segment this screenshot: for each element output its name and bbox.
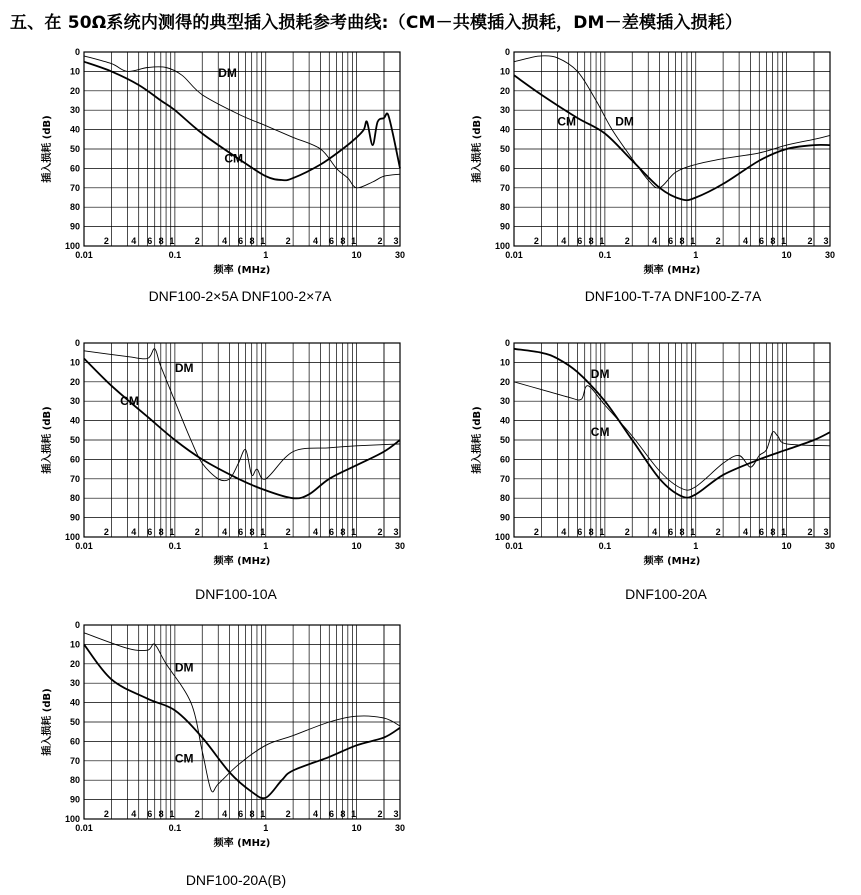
y-tick-label: 20	[69, 376, 80, 387]
x-minor-tick-label: 4	[652, 236, 658, 246]
x-minor-tick-label: 2	[807, 527, 813, 537]
x-major-tick-label: 30	[394, 250, 406, 260]
y-tick-label: 60	[499, 454, 510, 465]
y-tick-label: 20	[69, 658, 80, 669]
x-minor-tick-label: 1	[781, 236, 787, 246]
x-minor-tick-label: 6	[577, 527, 583, 537]
y-tick-label: 40	[499, 415, 510, 426]
x-minor-tick-label: 2	[103, 236, 109, 246]
x-major-tick-label: 0.1	[168, 541, 182, 551]
chart-dnf100-20a	[458, 333, 836, 568]
y-axis-title: 插入损耗 (dB)	[42, 406, 53, 474]
x-minor-tick-label: 3	[393, 809, 399, 819]
y-tick-label: 90	[69, 512, 80, 523]
x-minor-tick-label: 4	[131, 527, 137, 537]
x-minor-tick-label: 8	[770, 236, 776, 246]
y-tick-label: 60	[499, 163, 510, 174]
x-minor-tick-label: 1	[260, 236, 266, 246]
x-minor-tick-label: 3	[393, 236, 399, 246]
y-tick-label: 20	[499, 85, 510, 96]
x-minor-tick-label: 1	[260, 527, 266, 537]
chart-caption: DNF100-2×5A DNF100-2×7A	[148, 288, 332, 304]
x-major-tick-label: 30	[394, 541, 406, 551]
y-tick-label: 50	[69, 717, 80, 727]
series-label-cm: CM	[120, 394, 139, 409]
x-axis-title: 频率 (MHz)	[213, 556, 271, 567]
x-major-tick-label: 30	[824, 250, 836, 260]
chart-svg	[28, 615, 406, 850]
y-tick-label: 20	[69, 85, 80, 96]
x-minor-tick-label: 4	[561, 236, 567, 246]
x-minor-tick-label: 8	[249, 527, 255, 537]
x-minor-tick-label: 2	[194, 236, 200, 246]
y-tick-label: 50	[69, 144, 80, 154]
y-axis-title: 插入损耗 (dB)	[472, 406, 483, 474]
x-minor-tick-label: 4	[742, 527, 748, 537]
chart-dnf100-t-7a	[458, 42, 836, 277]
y-tick-label: 20	[499, 376, 510, 387]
x-minor-tick-label: 1	[169, 527, 175, 537]
x-minor-tick-label: 4	[561, 527, 567, 537]
chart-caption: DNF100-20A(B)	[185, 872, 287, 888]
y-tick-label: 0	[74, 338, 80, 348]
x-major-tick-label: 0.01	[75, 541, 93, 551]
x-minor-tick-label: 8	[340, 527, 346, 537]
x-major-tick-label: 1	[693, 250, 699, 260]
page-title: 五、在 50Ω系统内测得的典型插入损耗参考曲线:（CM－共模插入损耗，DM－差模插入损耗）	[10, 13, 743, 33]
y-tick-label: 10	[69, 639, 80, 650]
y-tick-label: 10	[499, 357, 510, 368]
x-major-tick-label: 0.01	[75, 250, 93, 260]
x-minor-tick-label: 6	[668, 527, 674, 537]
x-minor-tick-label: 6	[147, 809, 153, 819]
x-minor-tick-label: 6	[238, 527, 244, 537]
x-minor-tick-label: 6	[238, 236, 244, 246]
chart-caption: DNF100-10A	[195, 586, 277, 602]
x-minor-tick-label: 6	[758, 527, 764, 537]
x-minor-tick-label: 8	[340, 236, 346, 246]
y-axis-title: 插入损耗 (dB)	[42, 688, 53, 756]
x-minor-tick-label: 8	[588, 236, 594, 246]
chart-caption: DNF100-20A	[625, 586, 707, 602]
y-tick-label: 90	[69, 794, 80, 805]
x-minor-tick-label: 8	[158, 809, 164, 819]
x-minor-tick-label: 6	[147, 527, 153, 537]
y-tick-label: 10	[499, 66, 510, 77]
chart-svg	[28, 333, 406, 568]
x-minor-tick-label: 3	[393, 527, 399, 537]
y-axis-title: 插入损耗 (dB)	[472, 115, 483, 183]
x-minor-tick-label: 8	[158, 236, 164, 246]
chart-dnf100-2x5a	[28, 42, 406, 277]
x-major-tick-label: 10	[781, 541, 792, 551]
x-minor-tick-label: 6	[758, 236, 764, 246]
series-label-cm: CM	[174, 751, 194, 766]
x-minor-tick-label: 3	[823, 236, 829, 246]
x-minor-tick-label: 8	[158, 527, 164, 537]
x-major-tick-label: 0.01	[505, 250, 523, 260]
y-tick-label: 100	[64, 241, 80, 251]
x-minor-tick-label: 2	[624, 236, 630, 246]
x-minor-tick-label: 8	[588, 527, 594, 537]
x-minor-tick-label: 6	[328, 236, 334, 246]
x-major-tick-label: 10	[781, 250, 792, 260]
x-minor-tick-label: 2	[377, 809, 383, 819]
x-major-tick-label: 10	[351, 250, 362, 260]
x-minor-tick-label: 8	[249, 236, 255, 246]
chart-dnf100-10a	[28, 333, 406, 568]
x-major-tick-label: 0.1	[598, 541, 612, 551]
x-minor-tick-label: 4	[222, 236, 228, 246]
x-major-tick-label: 30	[824, 541, 836, 551]
x-minor-tick-label: 8	[249, 809, 255, 819]
x-minor-tick-label: 8	[679, 236, 685, 246]
y-tick-label: 0	[74, 620, 80, 630]
series-label-dm: DM	[174, 660, 194, 675]
x-minor-tick-label: 4	[222, 809, 228, 819]
x-minor-tick-label: 3	[823, 527, 829, 537]
x-minor-tick-label: 4	[652, 527, 658, 537]
x-minor-tick-label: 6	[668, 236, 674, 246]
x-minor-tick-label: 2	[377, 236, 383, 246]
series-label-cm: CM	[557, 114, 577, 129]
x-minor-tick-label: 1	[351, 527, 357, 537]
chart-dnf100-20a-b	[28, 615, 406, 850]
x-minor-tick-label: 2	[807, 236, 813, 246]
y-tick-label: 70	[69, 755, 80, 766]
x-minor-tick-label: 2	[285, 527, 291, 537]
y-tick-label: 100	[64, 532, 80, 542]
x-minor-tick-label: 2	[715, 236, 721, 246]
y-tick-label: 80	[69, 775, 80, 786]
x-minor-tick-label: 1	[169, 809, 175, 819]
x-minor-tick-label: 4	[742, 236, 748, 246]
y-tick-label: 90	[69, 221, 80, 232]
y-tick-label: 70	[69, 182, 80, 193]
x-minor-tick-label: 1	[351, 809, 357, 819]
x-axis-title: 频率 (MHz)	[643, 556, 701, 567]
y-tick-label: 80	[69, 202, 80, 213]
x-minor-tick-label: 2	[103, 809, 109, 819]
x-major-tick-label: 0.01	[505, 541, 523, 551]
x-minor-tick-label: 2	[194, 809, 200, 819]
x-minor-tick-label: 6	[147, 236, 153, 246]
x-major-tick-label: 0.01	[75, 823, 93, 833]
x-minor-tick-label: 1	[169, 236, 175, 246]
chart-caption: DNF100-T-7A DNF100-Z-7A	[584, 288, 762, 304]
y-tick-label: 10	[69, 357, 80, 368]
y-tick-label: 30	[69, 396, 80, 407]
x-major-tick-label: 0.1	[168, 250, 182, 260]
y-tick-label: 50	[499, 144, 510, 154]
series-label-dm: DM	[590, 366, 610, 381]
x-minor-tick-label: 2	[377, 527, 383, 537]
x-minor-tick-label: 4	[131, 236, 137, 246]
y-tick-label: 0	[504, 338, 510, 348]
x-major-tick-label: 10	[351, 823, 362, 833]
y-tick-label: 100	[494, 241, 510, 251]
x-minor-tick-label: 6	[577, 236, 583, 246]
y-tick-label: 90	[499, 221, 510, 232]
x-minor-tick-label: 2	[715, 527, 721, 537]
chart-svg	[458, 42, 836, 277]
x-major-tick-label: 1	[263, 541, 269, 551]
series-label-cm: CM	[590, 425, 610, 440]
x-minor-tick-label: 6	[328, 809, 334, 819]
x-axis-title: 频率 (MHz)	[213, 838, 271, 849]
x-minor-tick-label: 1	[690, 236, 696, 246]
series-label-dm: DM	[218, 66, 237, 81]
x-minor-tick-label: 6	[238, 809, 244, 819]
x-major-tick-label: 1	[693, 541, 699, 551]
x-minor-tick-label: 2	[533, 236, 539, 246]
chart-svg	[458, 333, 836, 568]
y-tick-label: 50	[499, 435, 510, 445]
x-minor-tick-label: 1	[260, 809, 266, 819]
y-tick-label: 40	[69, 124, 80, 135]
y-tick-label: 70	[499, 182, 510, 193]
x-minor-tick-label: 4	[312, 236, 318, 246]
y-tick-label: 30	[499, 105, 510, 116]
y-tick-label: 40	[499, 124, 510, 135]
x-minor-tick-label: 2	[285, 236, 291, 246]
y-tick-label: 50	[69, 435, 80, 445]
x-minor-tick-label: 4	[312, 527, 318, 537]
y-tick-label: 10	[69, 66, 80, 77]
x-major-tick-label: 0.1	[598, 250, 612, 260]
series-label-dm: DM	[174, 361, 194, 376]
x-axis-title: 频率 (MHz)	[213, 265, 271, 276]
y-tick-label: 100	[494, 532, 510, 542]
y-tick-label: 70	[499, 473, 510, 484]
x-minor-tick-label: 1	[599, 527, 605, 537]
x-minor-tick-label: 1	[781, 527, 787, 537]
x-major-tick-label: 1	[263, 823, 269, 833]
x-minor-tick-label: 4	[312, 809, 318, 819]
x-minor-tick-label: 8	[340, 809, 346, 819]
y-tick-label: 30	[69, 678, 80, 689]
x-minor-tick-label: 8	[770, 527, 776, 537]
x-minor-tick-label: 4	[131, 809, 137, 819]
y-tick-label: 80	[499, 493, 510, 504]
y-tick-label: 30	[499, 396, 510, 407]
x-minor-tick-label: 6	[328, 527, 334, 537]
x-major-tick-label: 1	[263, 250, 269, 260]
x-minor-tick-label: 2	[624, 527, 630, 537]
y-tick-label: 70	[69, 473, 80, 484]
x-minor-tick-label: 8	[679, 527, 685, 537]
y-tick-label: 60	[69, 454, 80, 465]
x-minor-tick-label: 2	[103, 527, 109, 537]
y-axis-title: 插入损耗 (dB)	[42, 115, 53, 183]
x-major-tick-label: 10	[351, 541, 362, 551]
y-tick-label: 40	[69, 415, 80, 426]
x-minor-tick-label: 1	[351, 236, 357, 246]
x-minor-tick-label: 1	[690, 527, 696, 537]
y-tick-label: 80	[69, 493, 80, 504]
x-minor-tick-label: 2	[194, 527, 200, 537]
y-tick-label: 0	[74, 47, 80, 57]
y-tick-label: 100	[64, 814, 80, 824]
x-axis-title: 频率 (MHz)	[643, 265, 701, 276]
x-minor-tick-label: 1	[599, 236, 605, 246]
x-minor-tick-label: 4	[222, 527, 228, 537]
y-tick-label: 90	[499, 512, 510, 523]
series-label-dm: DM	[615, 114, 634, 129]
x-minor-tick-label: 2	[533, 527, 539, 537]
x-major-tick-label: 0.1	[168, 823, 182, 833]
series-label-cm: CM	[224, 151, 243, 166]
y-tick-label: 80	[499, 202, 510, 213]
y-tick-label: 60	[69, 736, 80, 747]
y-tick-label: 60	[69, 163, 80, 174]
x-major-tick-label: 30	[394, 823, 406, 833]
x-minor-tick-label: 2	[285, 809, 291, 819]
y-tick-label: 30	[69, 105, 80, 116]
chart-svg	[28, 42, 406, 277]
y-tick-label: 0	[504, 47, 510, 57]
y-tick-label: 40	[69, 697, 80, 708]
